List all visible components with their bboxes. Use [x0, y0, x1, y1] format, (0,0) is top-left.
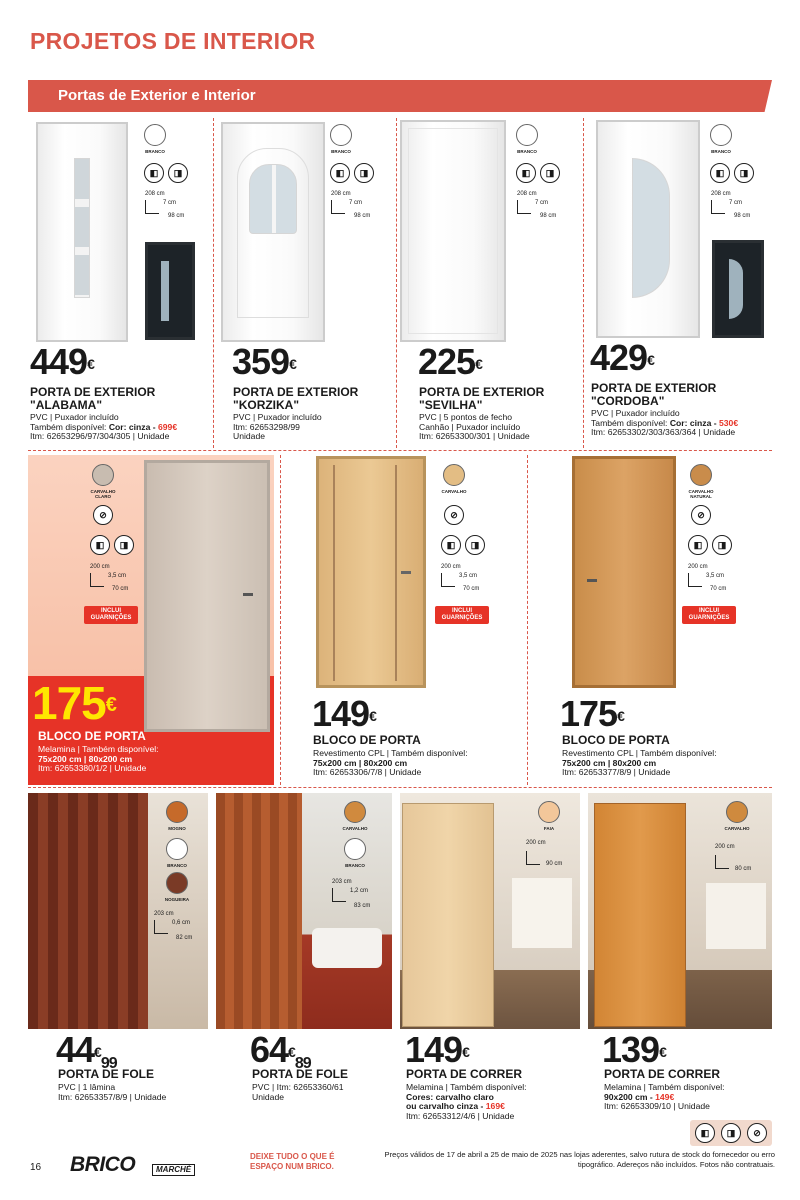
dimension-icon [145, 200, 159, 214]
price: 429€ [590, 337, 654, 378]
separator [28, 787, 772, 788]
door-photo-sevilha [400, 120, 506, 342]
dimension-icon [331, 200, 345, 214]
section-title: Portas de Exterior e Interior [58, 87, 256, 104]
slogan: DEIXE TUDO O QUE É ESPAÇO NUM BRICO. [250, 1152, 335, 1171]
dimension-height: 203 cm [332, 879, 352, 885]
price: 449€ [30, 341, 94, 382]
dimension-height: 208 cm [711, 191, 731, 197]
product-description: PVC | Puxador incluído Também disponível: Cor: cinza - 530€ Itm: 62653302/303/363/364 | Unidade [591, 408, 739, 438]
product-name: BLOCO DE PORTA [38, 729, 146, 743]
door-photo-cordoba-dark [712, 240, 764, 338]
dimension-width: 70 cm [112, 586, 129, 592]
dimension-icon [517, 200, 531, 214]
product-name: PORTA DE EXTERIOR "CORDOBA" [591, 381, 717, 408]
page-number: 16 [30, 1162, 42, 1173]
product-name: PORTA DE FOLE [252, 1067, 348, 1081]
dimension-height: 200 cm [688, 564, 708, 570]
brand-logo: BRICO [70, 1153, 136, 1176]
dimension-depth: 0,6 cm [172, 920, 191, 926]
swatch-label: BRANCO [167, 863, 187, 868]
product-name: BLOCO DE PORTA [562, 733, 670, 747]
color-swatch-white [166, 838, 188, 860]
badge-inclui-guarnicoes: INCLUI GUARNIÇÕES [682, 606, 736, 624]
product-name: PORTA DE EXTERIOR "SEVILHA" [419, 385, 545, 412]
color-swatch-faia [538, 801, 560, 823]
dimension-icon [441, 573, 455, 587]
product-description: Melamina | Também disponível: 90x200 cm - 149€ Itm: 62653309/10 | Unidade [604, 1082, 725, 1112]
no-lock-icon: ⊘ [747, 1123, 767, 1143]
product-description: Revestimento CPL | Também disponível: 75x200 cm | 80x200 cm Itm: 62653306/7/8 | Unidade [313, 748, 468, 778]
dimension-width: 98 cm [734, 213, 751, 219]
dimension-icon [688, 573, 702, 587]
swatch-label: CARVALHO [342, 826, 368, 831]
opening-left-icon: ◧ [441, 535, 461, 555]
dimension-height: 203 cm [154, 911, 174, 917]
door-photo-light-oak [144, 460, 270, 732]
door-photo-korzika [221, 122, 325, 342]
color-swatch-light-oak [92, 464, 114, 486]
swatch-label: BRANCO [517, 149, 537, 154]
dimension-icon [90, 573, 104, 587]
swatch-label: BRANCO [345, 863, 365, 868]
price: 139€ [602, 1029, 666, 1070]
dimension-depth: 7 cm [349, 200, 363, 206]
dimension-height: 208 cm [331, 191, 351, 197]
dimension-width: 80 cm [735, 866, 752, 872]
opening-right-icon: ◨ [168, 163, 188, 183]
separator [280, 455, 281, 785]
product-name: PORTA DE CORRER [406, 1067, 523, 1081]
product-name: PORTA DE EXTERIOR "KORZIKA" [233, 385, 359, 412]
door-photo-cordoba [596, 120, 700, 338]
legend-icons [690, 1120, 772, 1146]
product-description: PVC | 5 pontos de fecho Canhão | Puxador incluído Itm: 62653300/301 | Unidade [419, 412, 530, 442]
separator [28, 450, 772, 451]
product-name: PORTA DE CORRER [604, 1067, 721, 1081]
product-description: PVC | Itm: 62653360/61 Unidade [252, 1082, 344, 1102]
price: 149€ [405, 1029, 469, 1070]
dimension-icon [715, 855, 729, 869]
brand-logo-sub: MARCHÉ [152, 1164, 195, 1176]
color-swatch-mogno [166, 801, 188, 823]
swatch-label: CARVALHO NATURAL [688, 489, 714, 499]
dimension-depth: 7 cm [729, 200, 743, 206]
product-description: PVC | Puxador incluído Também disponível: Cor: cinza - 699€ Itm: 62653296/97/304/305 | Unidade [30, 412, 178, 442]
dimension-width: 70 cm [463, 586, 480, 592]
door-photo-alabama-dark [145, 242, 195, 340]
product-description: Melamina | Também disponível: 75x200 cm | 80x200 cm Itm: 62653380/1/2 | Unidade [38, 744, 159, 774]
dimension-height: 200 cm [715, 844, 735, 850]
opening-left-icon: ◧ [144, 163, 164, 183]
opening-right-icon: ◨ [721, 1123, 741, 1143]
price: 149€ [312, 693, 376, 734]
opening-right-icon: ◨ [540, 163, 560, 183]
no-lock-icon: ⊘ [691, 505, 711, 525]
opening-left-icon: ◧ [688, 535, 708, 555]
dimension-depth: 3,5 cm [706, 573, 725, 579]
opening-right-icon: ◨ [114, 535, 134, 555]
product-name: BLOCO DE PORTA [313, 733, 421, 747]
dimension-depth: 3,5 cm [108, 573, 127, 579]
no-lock-icon: ⊘ [444, 505, 464, 525]
dimension-width: 98 cm [168, 213, 185, 219]
dimension-width: 90 cm [546, 861, 563, 867]
swatch-label: BRANCO [331, 149, 351, 154]
separator [527, 455, 528, 785]
dimension-depth: 1,2 cm [350, 888, 369, 894]
dimension-height: 200 cm [441, 564, 461, 570]
opening-left-icon: ◧ [330, 163, 350, 183]
color-swatch-white [144, 124, 166, 146]
swatch-label: CARVALHO CLARO [90, 489, 116, 499]
color-swatch-white [330, 124, 352, 146]
color-swatch-oak [443, 464, 465, 486]
badge-inclui-guarnicoes: INCLUI GUARNIÇÕES [435, 606, 489, 624]
swatch-label: BRANCO [711, 149, 731, 154]
dimension-depth: 7 cm [163, 200, 177, 206]
swatch-label: MOGNO [168, 826, 186, 831]
badge-inclui-guarnicoes: INCLUI GUARNIÇÕES [84, 606, 138, 624]
color-swatch-oak [344, 801, 366, 823]
swatch-label: FAIA [543, 826, 555, 831]
dimension-icon [154, 920, 168, 934]
color-swatch-white [344, 838, 366, 860]
dimension-depth: 7 cm [535, 200, 549, 206]
swatch-label: CARVALHO [441, 489, 467, 494]
price: 225€ [418, 341, 482, 382]
dimension-height: 208 cm [517, 191, 537, 197]
dimension-width: 70 cm [710, 586, 727, 592]
color-swatch-white [710, 124, 732, 146]
product-name: PORTA DE EXTERIOR "ALABAMA" [30, 385, 156, 412]
dimension-depth: 3,5 cm [459, 573, 478, 579]
color-swatch-white [516, 124, 538, 146]
opening-right-icon: ◨ [465, 535, 485, 555]
color-swatch-nogueira [166, 872, 188, 894]
disclaimer: Preços válidos de 17 de abril a 25 de maio de 2025 nas lojas aderentes, salvo rutura de stock do fornecedor ou erro tipográfico. Adereços não incluídos. Fotos não contratuais. [384, 1150, 775, 1169]
door-photo-oak [316, 456, 426, 688]
door-photo-alabama [36, 122, 128, 342]
dimension-height: 200 cm [526, 840, 546, 846]
color-swatch-oak [726, 801, 748, 823]
product-description: Melamina | Também disponível: Cores: carvalho claro ou carvalho cinza - 169€ Itm: 62653312/4/6 | Unidade [406, 1082, 527, 1121]
page-title: PROJETOS DE INTERIOR [30, 28, 316, 54]
dimension-height: 200 cm [90, 564, 110, 570]
dimension-icon [711, 200, 725, 214]
swatch-label: NOGUEIRA [164, 897, 190, 902]
opening-left-icon: ◧ [90, 535, 110, 555]
opening-left-icon: ◧ [710, 163, 730, 183]
dimension-height: 208 cm [145, 191, 165, 197]
product-description: PVC | 1 lâmina Itm: 62653357/8/9 | Unidade [58, 1082, 167, 1102]
no-lock-icon: ⊘ [93, 505, 113, 525]
price: 64€89 [250, 1029, 311, 1072]
swatch-label: CARVALHO [724, 826, 750, 831]
dimension-icon [332, 888, 346, 902]
dimension-width: 98 cm [354, 213, 371, 219]
price: 175€ [32, 677, 116, 729]
swatch-label: BRANCO [145, 149, 165, 154]
color-swatch-natural-oak [690, 464, 712, 486]
dimension-width: 83 cm [354, 903, 371, 909]
product-description: PVC | Puxador incluído Itm: 62653298/99 Unidade [233, 412, 322, 442]
dimension-width: 82 cm [176, 935, 193, 941]
opening-right-icon: ◨ [354, 163, 374, 183]
opening-right-icon: ◨ [712, 535, 732, 555]
opening-right-icon: ◨ [734, 163, 754, 183]
opening-left-icon: ◧ [695, 1123, 715, 1143]
dimension-width: 98 cm [540, 213, 557, 219]
price: 359€ [232, 341, 296, 382]
product-name: PORTA DE FOLE [58, 1067, 154, 1081]
dimension-icon [526, 851, 540, 865]
price: 44€99 [56, 1029, 117, 1072]
price: 175€ [560, 693, 624, 734]
door-photo-natural-oak [572, 456, 676, 688]
product-description: Revestimento CPL | Também disponível: 75x200 cm | 80x200 cm Itm: 62653377/8/9 | Unidade [562, 748, 717, 778]
opening-left-icon: ◧ [516, 163, 536, 183]
